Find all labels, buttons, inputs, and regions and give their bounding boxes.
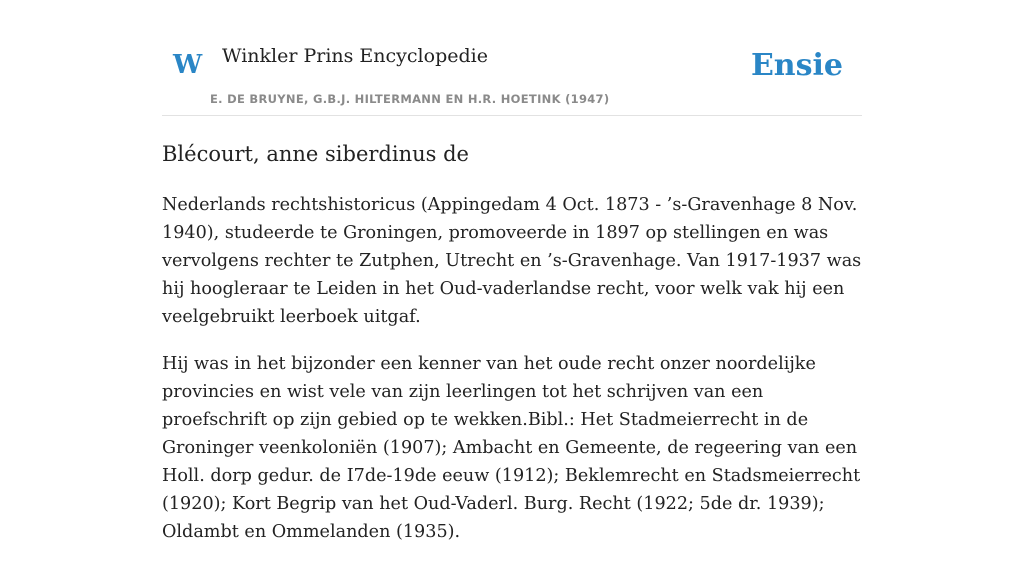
article-paragraph: Hij was in het bijzonder een kenner van het oude recht onzer noordelijke provincies en wist vele van zijn leerlingen tot het schrijven van een proefschrift op zijn gebied op te wekken.Bibl.: Het Stadmeierrecht in de Groninger veenkoloniën (1907); Ambacht en Gemeente, de regeering van een Holl. dorp gedur. de I7de-19de eeuw (1912); Beklemrecht en Stadsmeierrecht (1920); Kort Begrip van het Oud-Vaderl. Burg. Recht (1922; 5de dr. 1939); Oldambt en Ommelanden (1935). <box>162 354 861 542</box>
publication-logo[interactable]: W <box>173 50 203 80</box>
article-paragraph: Nederlands rechtshistoricus (Appingedam 4 Oct. 1873 - ’s-Gravenhage 8 Nov. 1940), studeerde te Groningen, promoveerde in 1897 op stellingen en was vervolgens rechter te Zutphen, Utrecht en ’s-Gravenhage. Van 1917-1937 was hij hoogleraar te Leiden in het Oud-vaderlandse recht, voor welk vak hij een veelgebruikt leerboek uitgaf. <box>162 195 862 327</box>
header <box>162 36 862 116</box>
ensie-logo-link[interactable]: Ensie <box>750 48 843 83</box>
article-title: Blécourt, anne siberdinus de <box>162 142 469 166</box>
publication-authors: E. DE BRUYNE, G.B.J. HILTERMANN EN H.R. HOETINK (1947) <box>210 92 610 106</box>
article-body <box>162 191 862 565</box>
publication-title[interactable]: Winkler Prins Encyclopedie <box>222 45 488 67</box>
